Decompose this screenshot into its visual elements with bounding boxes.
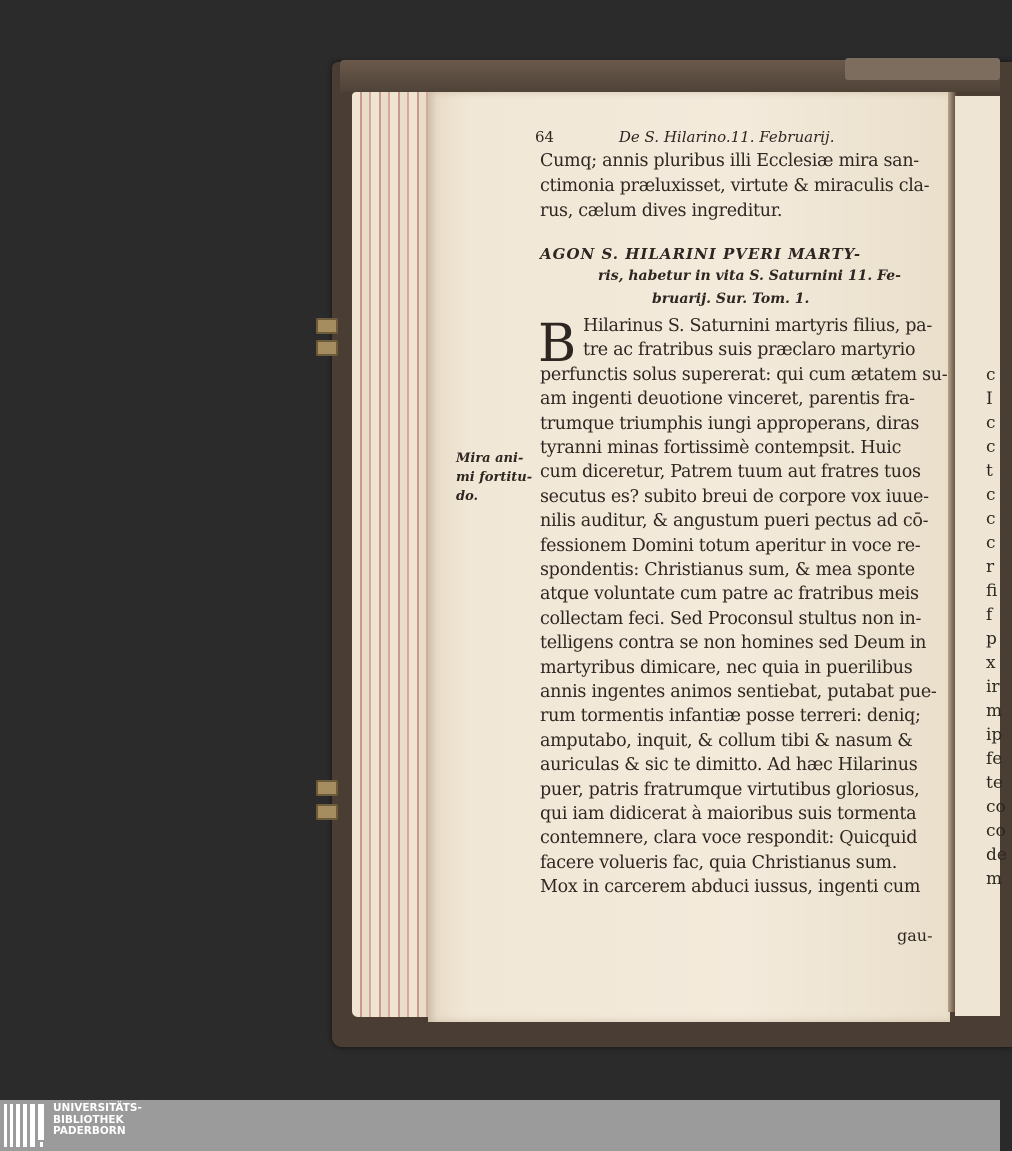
logo-line-2: BIBLIOTHEK bbox=[53, 1113, 124, 1126]
body-line: collectam feci. Sed Proconsul stultus non in- bbox=[540, 608, 922, 629]
intro-line: Cumq; annis pluribus illi Ecclesiæ mira san- bbox=[540, 151, 919, 171]
body-line: rum tormentis infantiæ posse terreri: deniq; bbox=[540, 706, 921, 727]
facing-page-fragment: de bbox=[986, 845, 1007, 865]
facing-page-fragment: x bbox=[986, 653, 996, 673]
body-line: perfunctis solus supererat: qui cum ætatem su- bbox=[540, 364, 948, 385]
intro-line: rus, cælum dives ingreditur. bbox=[540, 201, 783, 221]
footer-bar bbox=[0, 1100, 1000, 1151]
clasp-lower-lower bbox=[316, 804, 338, 820]
body-line: atque voluntate cum patre ac fratribus meis bbox=[540, 584, 919, 605]
body-line: secutus es? subito breui de corpore vox iuue- bbox=[540, 486, 929, 507]
facing-page-fragment: m bbox=[986, 701, 1003, 721]
body-line: tre ac fratribus suis præclaro martyrio bbox=[583, 340, 916, 361]
library-logo-icon bbox=[4, 1104, 46, 1147]
body-line: Hilarinus S. Saturnini martyris filius, pa- bbox=[583, 316, 932, 336]
body-line: contemnere, clara voce respondit: Quicquid bbox=[540, 828, 918, 849]
body-line: auriculas & sic te dimitto. Ad hæc Hilarinus bbox=[540, 755, 918, 776]
facing-page-fragment: c bbox=[986, 485, 996, 505]
facing-page-fragment: f bbox=[986, 605, 993, 625]
logo-line-1: UNIVERSITÄTS- bbox=[53, 1102, 142, 1114]
heading-line: bruarij. Sur. Tom. 1. bbox=[652, 291, 810, 307]
facing-page-fragment: fe bbox=[986, 749, 1003, 769]
body-line: qui iam didicerat à maioribus suis tormenta bbox=[540, 804, 917, 824]
body-line: puer, patris fratrumque virtutibus gloriosus, bbox=[540, 779, 920, 800]
body-line: facere volueris fac, quia Christianus sum. bbox=[540, 852, 897, 873]
margin-note-line: Mira ani- bbox=[456, 451, 524, 466]
body-line: cum diceretur, Patrem tuum aut fratres tuos bbox=[540, 462, 921, 483]
body-line: Mox in carcerem abduci iussus, ingenti cum bbox=[540, 877, 921, 898]
clasp-lower bbox=[316, 780, 338, 796]
body-line: trumque triumphis iungi approperans, diras bbox=[540, 413, 920, 434]
facing-page-fragment: ir bbox=[986, 677, 1000, 697]
margin-note-line: do. bbox=[456, 489, 479, 504]
facing-page-fragment: co bbox=[986, 797, 1006, 817]
logo-line-3: PADERBORN bbox=[53, 1125, 126, 1137]
heading-line: ris, habetur in vita S. Saturnini 11. Fe- bbox=[598, 268, 901, 284]
facing-page-fragment: c bbox=[986, 533, 996, 553]
body-line: tyranni minas fortissimè contempsit. Huic bbox=[540, 438, 902, 458]
body-line: fessionem Domini totum aperitur in voce re- bbox=[540, 535, 921, 556]
body-line: nilis auditur, & angustum pueri pectus ad cō- bbox=[540, 511, 929, 532]
book-cover-corner bbox=[845, 58, 1000, 80]
catchword: gau- bbox=[897, 926, 933, 945]
body-line: spondentis: Christianus sum, & mea sponte bbox=[540, 560, 915, 580]
body-line: telligens contra se non homines sed Deum in bbox=[540, 633, 927, 654]
running-head bbox=[535, 128, 834, 146]
facing-page-fragment: r bbox=[986, 557, 995, 577]
page-block-edges bbox=[352, 92, 432, 1017]
body-line: martyribus dimicare, nec quia in puerilibus bbox=[540, 657, 913, 678]
facing-page-fragment: t bbox=[986, 461, 993, 481]
heading-line: AGON S. HILARINI PVERI MARTY- bbox=[540, 245, 862, 263]
facing-page-fragment: te bbox=[986, 773, 1003, 793]
body-line: am ingenti deuotione vinceret, parentis fra- bbox=[540, 389, 915, 410]
body-line: amputabo, inquit, & collum tibi & nasum & bbox=[540, 730, 913, 751]
body-line: annis ingentes animos sentiebat, putabat pue- bbox=[540, 682, 937, 702]
drop-cap: B bbox=[538, 314, 577, 374]
intro-line: ctimonia præluxisset, virtute & miraculis cla- bbox=[540, 176, 930, 196]
clasp-upper bbox=[316, 318, 338, 334]
margin-note-line: mi fortitu- bbox=[456, 470, 533, 485]
facing-page-fragment: c bbox=[986, 413, 996, 433]
clasp-upper-lower bbox=[316, 340, 338, 356]
facing-page-fragment: c bbox=[986, 509, 996, 529]
facing-page-fragment: I bbox=[986, 389, 993, 409]
running-head-title: De S. Hilarino.11. Februarij. bbox=[618, 128, 835, 146]
library-logo-text bbox=[53, 1103, 142, 1138]
facing-page-fragment: p bbox=[986, 629, 997, 649]
page-number: 64 bbox=[535, 128, 555, 146]
facing-page-fragment: c bbox=[986, 437, 996, 457]
facing-page-fragment: m bbox=[986, 869, 1003, 889]
facing-page-fragment: c bbox=[986, 365, 996, 385]
facing-page-fragment: co bbox=[986, 821, 1006, 841]
facing-page-fragment: fi bbox=[986, 581, 998, 601]
facing-page-fragment: ip bbox=[986, 725, 1003, 745]
